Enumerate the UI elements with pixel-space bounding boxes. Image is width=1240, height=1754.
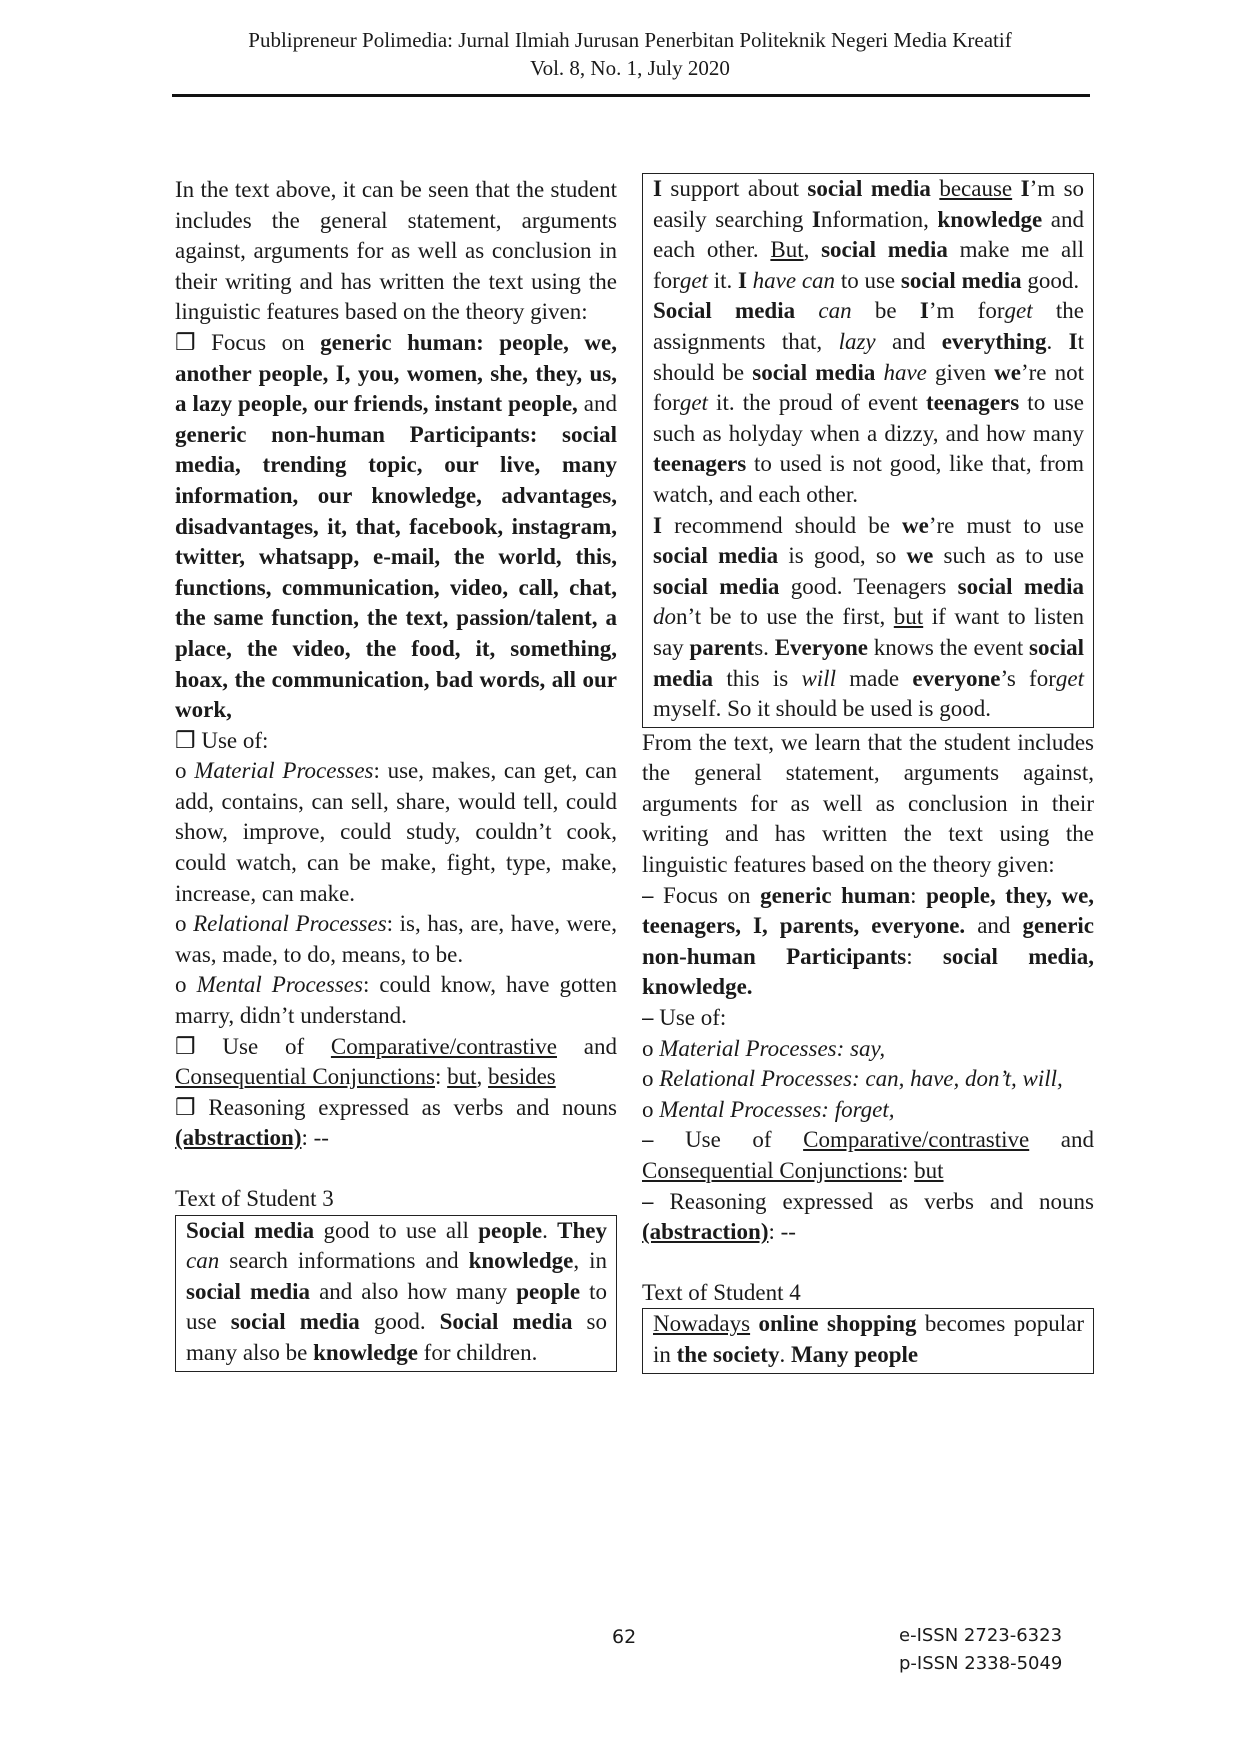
- student2-text-box: [642, 173, 1094, 728]
- header-rule: [172, 94, 1090, 97]
- student4-caption: Text of Student 4: [642, 1279, 801, 1305]
- page-number: 62: [612, 1626, 637, 1648]
- eissn: e-ISSN 2723-6323: [899, 1625, 1063, 1646]
- right-conjunctions: ⎯ Use of Comparative/contrastive and Consequential Conjunctions: but: [642, 1127, 1094, 1183]
- dash-bullet-icon: ⎯: [642, 1188, 654, 1214]
- left-focus-item: ❒ Focus on generic human: people, we, another people, I, you, women, she, they, us, a lazy people, our friends, instant people, and generic non-human Participants: social media, trending topic, our live, many information, our knowledge, advantages, disadvantages, it, that, facebook, instagram, twitter, whatsapp, e-mail, the world, this, functions, communication, video, call, chat, the same function, the text, passion/talent, a place, the video, the food, it, something, hoax, the communication, bad words, all our work,: [175, 329, 617, 723]
- left-use-of: ❒ Use of:: [175, 727, 269, 753]
- right-focus-item: ⎯ Focus on generic human: people, they, we, teenagers, I, parents, everyone. and generic non-human Participants: social media, knowledge.: [642, 882, 1095, 1000]
- right-relational-processes: o Relational Processes: can, have, don’t, will,: [642, 1066, 1063, 1092]
- journal-volume: Vol. 8, No. 1, July 2020: [530, 56, 730, 80]
- issn-block: [899, 1622, 1062, 1678]
- left-intro: In the text above, it can be seen that the student includes the general statement, arguments against, arguments for as well as conclusion in their writing and has written the text using the linguistic features based on the theory given:: [175, 177, 617, 325]
- student2-paragraph-1: I support about social media because I’m so easily searching Information, knowledge and each other. But, social media make me all forget it. I have can to use social media good.: [653, 176, 1085, 293]
- dash-bullet-icon: ⎯: [642, 1005, 654, 1031]
- right-intro: From the text, we learn that the student includes the general statement, arguments against, arguments for as well as conclusion in their writing and has written the text using the linguistic features based on the theory given:: [642, 729, 1094, 878]
- student3-text-box: Social media good to use all people. They can search informations and knowledge, in social media and also how many people to use social media good. Social media so many also be knowledge for children.: [175, 1215, 617, 1372]
- right-use-of: ⎯ Use of:: [642, 1005, 727, 1031]
- running-header: [170, 26, 1090, 82]
- left-conjunctions: ❒ Use of Comparative/contrastive and Consequential Conjunctions: but, besides: [175, 1033, 617, 1090]
- right-material-processes: o Material Processes: say,: [642, 1035, 886, 1061]
- student4-text-box: Nowadays online shopping becomes popular in the society. Many people: [642, 1308, 1094, 1373]
- dash-bullet-icon: ⎯: [642, 882, 654, 908]
- right-reasoning: ⎯ Reasoning expressed as verbs and nouns (abstraction): --: [642, 1188, 1095, 1245]
- checkbox-bullet-icon: ❒: [175, 1033, 196, 1059]
- pissn: p-ISSN 2338-5049: [899, 1653, 1063, 1674]
- checkbox-bullet-icon: ❒: [175, 1094, 196, 1120]
- generic-human-list: people, they, we, teenagers, I, parents, everyone.: [642, 882, 1095, 939]
- right-column: [642, 175, 1094, 1374]
- checkbox-bullet-icon: ❒: [175, 727, 196, 753]
- checkbox-bullet-icon: ❒: [175, 329, 196, 355]
- generic-human-list: generic human: people, we, another people, I, you, women, she, they, us, a lazy people, our friends, instant people,: [175, 329, 617, 417]
- student2-paragraph-2: Social media can be I’m forget the assignments that, lazy and everything. It should be social media have given we’re not forget it. the proud of event teenagers to use such as holyday when a dizzy, and how many teenagers to used is not good, like that, from watch, and each other.: [653, 298, 1084, 507]
- left-reasoning: ❒ Reasoning expressed as verbs and nouns (abstraction): --: [175, 1094, 618, 1151]
- left-mental-processes: o Mental Processes: could know, have gotten marry, didn’t understand.: [175, 972, 618, 1029]
- generic-nonhuman-list: generic non-human Participants: social media, trending topic, our live, many information, our knowledge, advantages, disadvantages, it, that, facebook, instagram, twitter, whatsapp, e-mail, the world, this, functions, communication, video, call, chat, the same function, the text, passion/talent, a place, the video, the food, it, something, hoax, the communication, bad words, all our work,: [175, 421, 617, 723]
- student2-paragraph-3: I recommend should be we’re must to use social media is good, so we such as to use social media good. Teenagers social media don’t be to use the first, but if want to listen say parents. Everyone knows the event social media this is will made everyone’s forget myself. So it should be used is good.: [653, 512, 1084, 722]
- left-material-processes: o Material Processes: use, makes, can get, can add, contains, can sell, share, would tell, could show, improve, could study, couldn’t cook, could watch, can be make, fight, type, make, increase, can make.: [175, 758, 617, 906]
- dash-bullet-icon: ⎯: [642, 1127, 654, 1153]
- generic-nonhuman-list: social media, knowledge.: [642, 943, 1094, 1000]
- student3-caption: Text of Student 3: [175, 1186, 334, 1211]
- right-mental-processes: o Mental Processes: forget,: [642, 1096, 895, 1122]
- journal-title: Publipreneur Polimedia: Jurnal Ilmiah Jurusan Penerbitan Politeknik Negeri Media Kreatif: [248, 28, 1012, 52]
- left-column: [175, 175, 617, 1372]
- left-relational-processes: o Relational Processes: is, has, are, have, were, was, made, to do, means, to be.: [175, 911, 617, 967]
